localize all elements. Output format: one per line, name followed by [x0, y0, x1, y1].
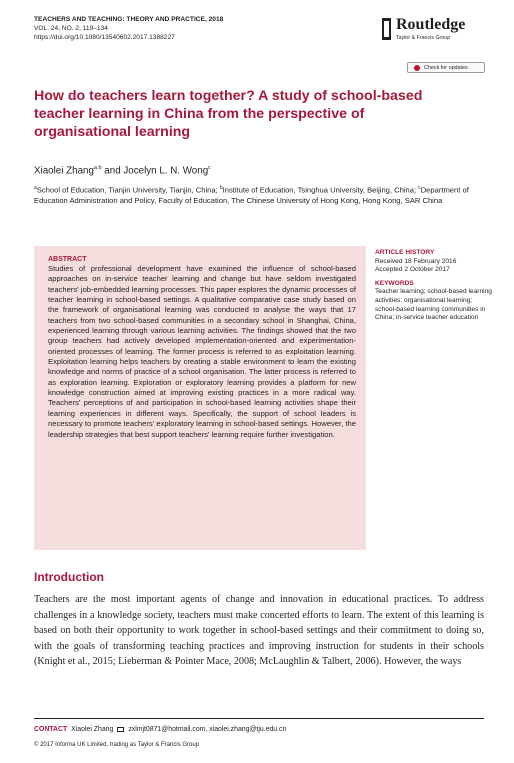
author-sup: a,b: [93, 165, 102, 171]
article-sidebar: [375, 249, 495, 323]
email-icon: [117, 727, 124, 732]
footer-divider: [34, 718, 484, 719]
check-for-updates-label: Check for updates: [424, 64, 468, 71]
journal-doi-link[interactable]: https://doi.org/10.1080/13540602.2017.1388227: [34, 34, 175, 41]
journal-volume: VOL. 24, NO. 2, 119–134: [34, 25, 108, 32]
affiliation: Institute of Education, Tsinghua University, Beijing, China;: [222, 185, 419, 195]
affiliations: [34, 183, 494, 207]
publisher-logo: [382, 16, 488, 44]
contact-name: Xiaolei Zhang: [71, 726, 114, 733]
keywords-list: Teacher learning; school-based learning activities; organisational learning; school-based learning communities in China; in-service teacher education: [375, 288, 492, 322]
abstract-heading: ABSTRACT: [48, 256, 87, 263]
crossmark-icon: [414, 65, 420, 71]
author-sup: c: [208, 165, 211, 171]
journal-name: TEACHERS AND TEACHING: THEORY AND PRACTICE, 2018: [34, 16, 224, 23]
author-link[interactable]: Jocelyn L. N. Wong: [123, 165, 209, 177]
affiliation-sup: c: [418, 185, 421, 191]
author-conjunction: and: [101, 165, 124, 177]
affiliation-sup: b: [219, 185, 223, 191]
introduction-text: Teachers are the most important agents of change and innovation in educational practices. To address challenges in a knowledge society, teachers must make concerted efforts to learn. The extent of this learning is based on both their opportunity to work together in school-based settings and their commitment to doing so, with the goals of transforming teaching practices and improving instruction for students in their schools (Knight et al., 2015; Lieberman & Pointer Mace, 2008; McLaughlin & Talbert, 2006). However, the ways: [34, 594, 484, 668]
abstract-text: Studies of professional development have examined the influence of school-based approaches on in-service teacher learning and change but have seldom investigated teachers' job-embedded learning processes. This paper explores the dynamic processes of teacher learning in school-based settings. A qualitative comparative case study based on the framework of organisational learning was conducted to analyse the ways that 17 teachers from two school-based communities in a secondary school in Shanghai, China, experienced learning through various learning activities. The findings showed that the two group teachers had actively developed implementation-oriented and experimentation-oriented processes of learning. The former process is referred to as exploitation learning. Exploitation learning helps teachers by creating a stable environment to learn the existing knowledge and norms of practice of a school organisation. The latter process is referred to as exploration learning. Exploration or exploratory learning provides a platform for new knowledge construction aimed at improving existing practices in a more radical way. Teachers' perceptions of and participation in school-based learning activities shape their learning experiences in different ways. Specifically, the support of school leaders is necessary to promote teachers' exploratory learning in school-based settings. However, the leadership strategies that best support teachers' learning require further investigation.: [48, 264, 356, 439]
affiliation-sup: a: [34, 185, 37, 191]
author-line: [34, 165, 211, 176]
keywords-heading: KEYWORDS: [375, 279, 414, 287]
abstract-box: [34, 246, 366, 550]
accepted-date: Accepted 2 October 2017: [375, 266, 450, 274]
author-link[interactable]: Xiaolei Zhang: [34, 165, 94, 177]
article-title: How do teachers learn together? A study of school-based teacher learning in China from the perspective of organisational learning: [34, 88, 423, 140]
copyright-notice: © 2017 Informa UK Limited, trading as Taylor & Francis Group: [34, 742, 200, 748]
received-date: Received 18 February 2016: [375, 257, 457, 265]
article-history-heading: ARTICLE HISTORY: [375, 249, 435, 256]
routledge-logo-icon: [382, 18, 391, 40]
introduction-heading: Introduction: [34, 570, 104, 584]
contact-emails[interactable]: zxlmjt0871@hotmail.com, xiaolei.zhang@tju.edu.cn: [128, 726, 287, 733]
publisher-name: Routledge: [396, 16, 466, 33]
contact-label: CONTACT: [34, 726, 68, 733]
journal-info: [34, 15, 223, 42]
affiliation: Department of Education Administration and Policy, Faculty of Education, The Chinese University of Hong Kong, Hong Kong, SAR China: [34, 185, 469, 206]
publisher-sub: Taylor & Francis Group: [396, 35, 451, 41]
affiliation: School of Education, Tianjin University, Tianjin, China;: [36, 185, 220, 195]
contact-line: [34, 726, 286, 733]
check-for-updates-button[interactable]: [407, 62, 485, 73]
